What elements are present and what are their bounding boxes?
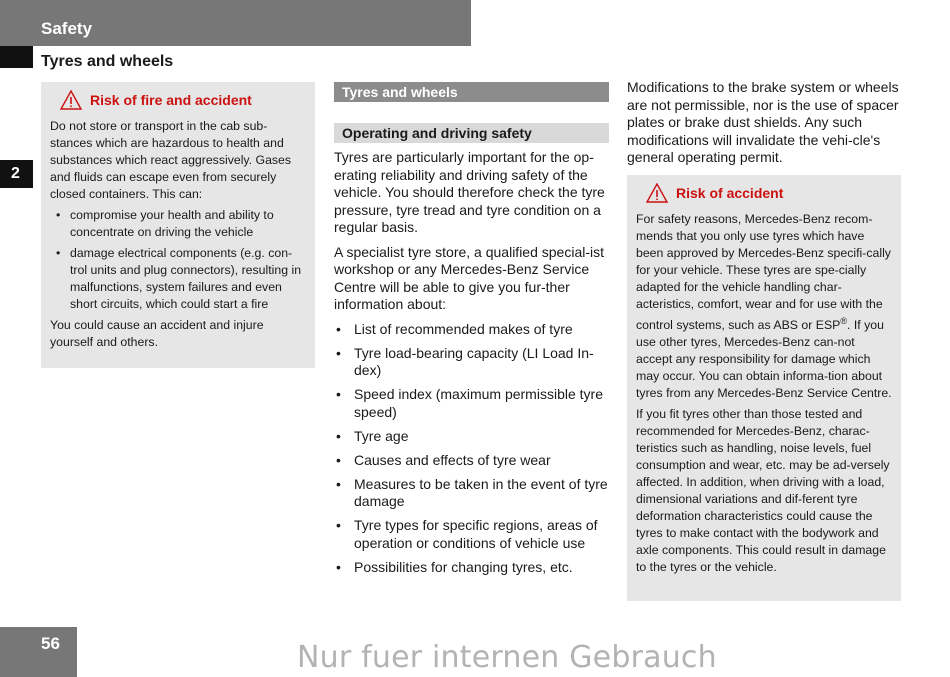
list-item: • Causes and effects of tyre wear [334,452,609,470]
tyre-info-list [334,321,609,577]
accident-warning-text-a: For safety reasons, Mercedes-Benz recom-mends that you only use tyres which have been approved by Mercedes-Benz specifi-cally for your vehicle. These tyres are spe-cially adapted for the vehicle handling char-acteristics, comfort, wear and for use with the control systems, such as ABS or ESP [636,212,891,333]
chapter-marker-block [0,46,33,68]
fire-warning-list [50,207,306,313]
list-item: • Tyre load-bearing capacity (LI Load In-dex) [334,345,609,380]
fire-warning-title: Risk of fire and accident [90,91,252,108]
registered-mark: ® [840,316,847,326]
section-title: Tyres and wheels [41,53,174,70]
warning-triangle-icon [60,90,82,110]
tyres-paragraph-2: A specialist tyre store, a qualified special-ist workshop or any Mercedes-Benz Service Centre will be able to give you fur-ther information about: [334,243,605,312]
fire-warning-intro: Do not store or transport in the cab sub-stances which are hazardous to health and substances which react aggressively. Gases and fluids can escape even from securely closed containers. This can: [50,119,292,201]
chapter-tab [0,160,33,188]
list-item: • Possibilities for changing tyres, etc. [334,559,609,577]
middle-column [334,82,609,583]
accident-warning-paragraph-2: If you fit tyres other than those tested and recommended for Mercedes-Benz, charac-teristics such as handling, noise levels, fuel consumption and wear, etc. may be ad-versely affected. In addition, when driving with a load, dimensional variations and dif-ferent tyre deformation characteristics could cause the tyres to make contact with the bodywork and axle components. This could result in damage to the tyres or the vehicle. [636,407,890,575]
list-item: • damage electrical components (e.g. con-trol units and plug connectors), resulting in malfunctions, system failures and even short circuits, which could start a fire [50,245,306,313]
watermark: Nur fuer internen Gebrauch [297,640,717,675]
tyres-heading: Tyres and wheels [334,82,609,102]
accident-warning-header [636,183,892,203]
list-item: • List of recommended makes of tyre [334,321,609,339]
accident-warning-text-b: . If you use other tyres, Mercedes-Benz can-not accept any responsibility for damage which may occur. You can obtain informa-tion about tyres from any Mercedes-Benz Service Centre. [636,318,892,401]
tyres-paragraph-1: Tyres are particularly important for the op-erating reliability and driving safety of the vehicle. You should therefore check the tyre pressure, tyre tread and tyre condition on a regular basis. [334,149,605,235]
fire-warning-box [41,82,315,368]
warning-triangle-icon [646,183,668,203]
modifications-paragraph: Modifications to the brake system or wheels are not permissible, nor is the use of spacer plates or brake dust shields. Any such modifications will invalidate the vehi-cle's general operating permit. [627,79,899,165]
accident-warning-box [627,175,901,601]
accident-warning-paragraph-1 [636,211,892,402]
list-item: • Speed index (maximum permissible tyre speed) [334,386,609,421]
accident-warning-title: Risk of accident [676,184,784,201]
page-number-box [0,627,77,677]
chapter-tab-number: 2 [11,165,20,182]
list-item: • Tyre types for specific regions, areas of operation or conditions of vehicle use [334,517,609,552]
chapter-title: Safety [41,19,93,38]
fire-warning-header [50,90,306,110]
safety-subheading: Operating and driving safety [334,123,609,143]
list-item: • compromise your health and ability to concentrate on driving the vehicle [50,207,306,241]
list-item: • Tyre age [334,428,609,446]
right-column-text [627,79,903,167]
list-item: • Measures to be taken in the event of tyre damage [334,476,609,511]
fire-warning-outro: You could cause an accident and injure yourself and others. [50,318,264,349]
page-number: 56 [41,634,60,653]
